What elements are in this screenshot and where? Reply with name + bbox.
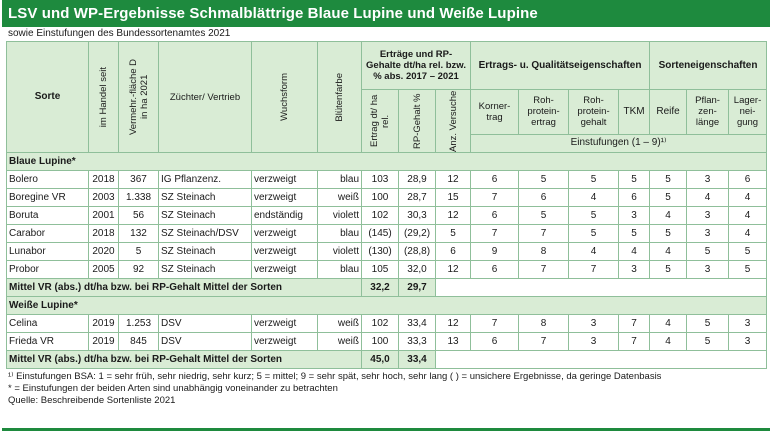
table-cell: 5 (519, 171, 569, 189)
table-cell: 4 (729, 207, 767, 225)
table-cell: 100 (362, 189, 399, 207)
table-cell: 12 (436, 261, 471, 279)
table-cell: 3 (619, 207, 650, 225)
table-cell: 102 (362, 315, 399, 333)
blaue-rows (7, 171, 767, 279)
table-row (7, 225, 767, 243)
col-ertrag-rel: Ertrag dt/ ha rel. (362, 90, 399, 153)
table-cell: 3 (729, 315, 767, 333)
table-cell: 5 (650, 171, 687, 189)
table-cell: 6 (436, 243, 471, 261)
table-cell: 33,3 (399, 333, 436, 351)
table-cell: 7 (471, 189, 519, 207)
table-cell: SZ Steinach (159, 207, 252, 225)
table-cell: 12 (436, 207, 471, 225)
table-cell: 2019 (89, 315, 119, 333)
table-cell: 5 (729, 243, 767, 261)
table-cell: 3 (687, 171, 729, 189)
table-cell: 845 (119, 333, 159, 351)
table-cell: 7 (619, 333, 650, 351)
table-cell: 56 (119, 207, 159, 225)
table-cell: 5 (687, 333, 729, 351)
table-cell: 2018 (89, 225, 119, 243)
table-cell: 6 (471, 261, 519, 279)
table-cell: 5 (650, 189, 687, 207)
table-cell: 4 (687, 189, 729, 207)
group-ertraege: Erträge und RP-Gehalte dt/ha rel. bzw. % abs. 2017 – 2021 (362, 42, 471, 90)
table-cell: 3 (569, 333, 619, 351)
col-handel: im Handel seit (89, 42, 119, 153)
group-qualitaet: Ertrags- u. Qualitätseigenschaften (471, 42, 650, 90)
table-cell: 28,9 (399, 171, 436, 189)
col-korn: Korner- trag (471, 90, 519, 135)
table-row (7, 333, 767, 351)
table-cell: 92 (119, 261, 159, 279)
table-cell: 7 (519, 333, 569, 351)
table-cell: 4 (729, 225, 767, 243)
table-cell: 12 (436, 315, 471, 333)
table-cell: 1.338 (119, 189, 159, 207)
table-cell: 3 (729, 333, 767, 351)
col-sorte: Sorte (7, 42, 89, 153)
table-cell: 5 (619, 171, 650, 189)
table-cell: 8 (519, 315, 569, 333)
table-cell: 8 (519, 243, 569, 261)
table-cell: 2003 (89, 189, 119, 207)
table-cell: violett (318, 243, 362, 261)
table-cell: 5 (729, 261, 767, 279)
table-cell: SZ Steinach/DSV (159, 225, 252, 243)
table-cell: 6 (519, 189, 569, 207)
table-cell: 4 (619, 243, 650, 261)
table-cell: 103 (362, 171, 399, 189)
table-cell: 3 (569, 315, 619, 333)
table-cell: 3 (687, 207, 729, 225)
table-cell: 6 (471, 333, 519, 351)
table-cell: blau (318, 261, 362, 279)
table-cell: 5 (569, 207, 619, 225)
table-cell: Bolero (7, 171, 89, 189)
table-cell: 33,4 (399, 315, 436, 333)
table-cell: 102 (362, 207, 399, 225)
table-cell: 5 (687, 315, 729, 333)
table-row (7, 207, 767, 225)
table-cell: 5 (619, 225, 650, 243)
table-cell: 5 (436, 225, 471, 243)
table-cell: 7 (471, 315, 519, 333)
col-rp-ertrag: Roh- protein- ertrag (519, 90, 569, 135)
table-cell: 4 (650, 243, 687, 261)
table-cell: 5 (519, 207, 569, 225)
table-cell: Probor (7, 261, 89, 279)
bottom-rule (2, 428, 770, 431)
table-cell: 7 (569, 261, 619, 279)
section-blaue-lupine: Blaue Lupine* (7, 153, 767, 171)
table-row (7, 171, 767, 189)
table-cell: DSV (159, 315, 252, 333)
mittel-row-blaue: Mittel VR (abs.) dt/ha bzw. bei RP-Gehalt Mittel der Sorten 32,2 29,7 (7, 279, 767, 297)
col-rp-gehalt-eig: Roh- protein- gehalt (569, 90, 619, 135)
col-wuchsform: Wuchsform (252, 42, 318, 153)
weisse-rows (7, 315, 767, 351)
table-cell: 5 (687, 243, 729, 261)
table-row (7, 315, 767, 333)
section-weisse-lupine: Weiße Lupine* (7, 297, 767, 315)
table-cell: 4 (569, 189, 619, 207)
table-cell: 6 (619, 189, 650, 207)
col-pflanzenlaenge: Pflan- zen- länge (687, 90, 729, 135)
table-cell: 6 (471, 171, 519, 189)
table-cell: SZ Steinach (159, 243, 252, 261)
table-cell: 9 (471, 243, 519, 261)
table-cell: blau (318, 225, 362, 243)
table-cell: verzweigt (252, 333, 318, 351)
table-cell: 4 (569, 243, 619, 261)
col-zuechter: Züchter/ Vertrieb (159, 42, 252, 153)
table-cell: Carabor (7, 225, 89, 243)
table-cell: SZ Steinach (159, 261, 252, 279)
table-cell: weiß (318, 189, 362, 207)
footnotes (2, 371, 770, 407)
table-cell: violett (318, 207, 362, 225)
table-cell: 32,0 (399, 261, 436, 279)
table-cell: 5 (119, 243, 159, 261)
table-cell: Celina (7, 315, 89, 333)
table-row (7, 243, 767, 261)
table-subtitle: sowie Einstufungen des Bundessortenamtes 2021 (8, 28, 231, 39)
table-cell: 3 (687, 225, 729, 243)
col-anz-versuche: Anz. Versuche (436, 90, 471, 153)
table-figure (2, 0, 770, 431)
col-lagerneigung: Lager- nei- gung (729, 90, 767, 135)
table-cell: Boruta (7, 207, 89, 225)
table-cell: 15 (436, 189, 471, 207)
table-cell: 2020 (89, 243, 119, 261)
table-cell: 7 (619, 315, 650, 333)
table-cell: 132 (119, 225, 159, 243)
col-reife: Reife (650, 90, 687, 135)
table-cell: Lunabor (7, 243, 89, 261)
table-cell: verzweigt (252, 225, 318, 243)
table-cell: 5 (650, 225, 687, 243)
col-tkm: TKM (619, 90, 650, 135)
table-cell: Boregine VR (7, 189, 89, 207)
table-cell: 3 (687, 261, 729, 279)
table-cell: 2005 (89, 261, 119, 279)
table-cell: verzweigt (252, 243, 318, 261)
table-cell: 4 (729, 189, 767, 207)
mittel-row-weisse: Mittel VR (abs.) dt/ha bzw. bei RP-Gehalt Mittel der Sorten 45,0 33,4 (7, 351, 767, 369)
table-cell: verzweigt (252, 189, 318, 207)
table-cell: 4 (650, 333, 687, 351)
table-cell: 4 (650, 315, 687, 333)
results-table (6, 41, 767, 369)
table-cell: 13 (436, 333, 471, 351)
table-cell: Frieda VR (7, 333, 89, 351)
col-bluete: Blütenfarbe (318, 42, 362, 153)
table-cell: weiß (318, 315, 362, 333)
table-cell: verzweigt (252, 171, 318, 189)
footnote-2: * = Einstufungen der beiden Arten sind unabhängig voneinander zu betrachten (8, 383, 338, 394)
table-cell: 7 (519, 261, 569, 279)
group-sorteneig: Sorteneigenschaften (650, 42, 767, 90)
table-cell: 12 (436, 171, 471, 189)
table-cell: 4 (650, 207, 687, 225)
table-cell: 1.253 (119, 315, 159, 333)
table-cell: 2018 (89, 171, 119, 189)
table-cell: (28,8) (399, 243, 436, 261)
table-cell: 6 (729, 171, 767, 189)
table-cell: SZ Steinach (159, 189, 252, 207)
table-cell: 3 (619, 261, 650, 279)
table-cell: 5 (650, 261, 687, 279)
table-cell: 105 (362, 261, 399, 279)
table-cell: 6 (471, 207, 519, 225)
einstufungen-label: Einstufungen (1 – 9)¹⁾ (471, 134, 767, 152)
table-cell: 7 (471, 225, 519, 243)
table-cell: 5 (569, 225, 619, 243)
table-cell: 5 (569, 171, 619, 189)
footnote-1: ¹⁾ Einstufungen BSA: 1 = sehr früh, sehr niedrig, sehr kurz; 5 = mittel; 9 = sehr spät, sehr hoch, sehr lang ( ) = unsichere Ergebnisse, da geringe Datenbasis (8, 371, 662, 382)
table-row (7, 261, 767, 279)
table-cell: verzweigt (252, 315, 318, 333)
table-row (7, 189, 767, 207)
table-cell: (29,2) (399, 225, 436, 243)
col-vermehr: Vermehr.-fläche D in ha 2021 (119, 42, 159, 153)
table-cell: 367 (119, 171, 159, 189)
table-cell: 100 (362, 333, 399, 351)
table-cell: 7 (519, 225, 569, 243)
col-rp-gehalt: RP-Gehalt % (399, 90, 436, 153)
table-cell: (145) (362, 225, 399, 243)
table-title: LSV und WP-Ergebnisse Schmalblättrige Blaue Lupine und Weiße Lupine (2, 0, 770, 27)
header-row-1 (7, 42, 767, 90)
table-cell: DSV (159, 333, 252, 351)
table-cell: 2001 (89, 207, 119, 225)
table-cell: 28,7 (399, 189, 436, 207)
table-cell: IG Pflanzenz. (159, 171, 252, 189)
table-cell: 2019 (89, 333, 119, 351)
table-cell: (130) (362, 243, 399, 261)
footnote-source: Quelle: Beschreibende Sortenliste 2021 (8, 395, 176, 406)
table-cell: verzweigt (252, 261, 318, 279)
table-cell: 30,3 (399, 207, 436, 225)
table-cell: blau (318, 171, 362, 189)
table-cell: weiß (318, 333, 362, 351)
table-cell: endständig (252, 207, 318, 225)
